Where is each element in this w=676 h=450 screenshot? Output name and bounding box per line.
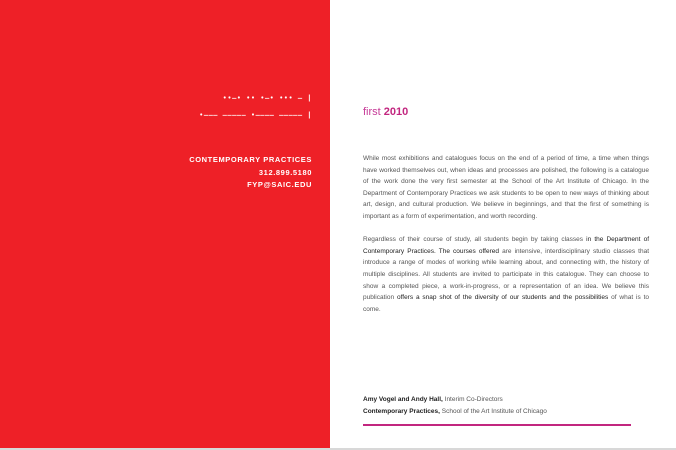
signature-names: Amy Vogel and Andy Hall,	[363, 396, 443, 403]
title-word-first: first	[363, 106, 381, 118]
department-name: CONTEMPORARY PRACTICES	[189, 155, 312, 164]
morse-code-line-2: •——— ————— •———— ————— |	[199, 112, 312, 120]
signature-line-1	[363, 394, 653, 406]
page-title	[363, 106, 408, 118]
phone-number: 312.899.5180	[258, 167, 312, 177]
paragraph-2-part-d: offers a snap shot of the diversity of our students and the possibilities	[396, 294, 609, 302]
body-text	[363, 153, 649, 327]
title-year: 2010	[383, 106, 409, 118]
left-red-panel	[0, 0, 330, 450]
signature-block	[363, 394, 653, 418]
paragraph-2	[363, 234, 649, 315]
contact-block	[189, 154, 312, 192]
signature-title: Interim Co-Directors	[442, 396, 503, 403]
signature-dept: Contemporary Practices,	[363, 407, 440, 415]
morse-code-line-1: ••—• •• •—• ••• — |	[222, 95, 312, 103]
paragraph-2-part-a: Regardless of their course of study, all students begin by taking classes	[363, 236, 583, 244]
email-address: FYP@SAIC.EDU	[247, 180, 312, 189]
paragraph-2-part-e: of what is to come.	[363, 294, 650, 313]
signature-school: School of the Art Institute of Chicago	[439, 407, 547, 415]
paragraph-2-part-b: in the Department of Contemporary Practices. The courses offered	[363, 236, 649, 255]
accent-rule	[363, 424, 631, 426]
right-text-panel	[330, 0, 676, 450]
paragraph-2-part-c: are intensive, interdisciplinary studio classes that introduce a range of modes of working while learning about, and connecting with, the history of multiple disciplines. All students are invited to participate in this catalogue. They can choose to show a completed piece, a work-in-progress, or a representation of an idea. We believe this publication	[363, 247, 650, 302]
paragraph-1: While most exhibitions and catalogues focus on the end of a period of time, a time when things have worked themselves out, when ideas and processes are polished, the following is a catalogue of the work done the very first semester at the School of the Art Institute of Chicago. In the Department of Contemporary Practices we ask students to be open to new ways of thinking about art, design, and cultural production. We believe in beginnings, and that the first of something is important as a form of experimentation, and worth recording.	[363, 155, 649, 220]
signature-line-2	[363, 406, 653, 418]
